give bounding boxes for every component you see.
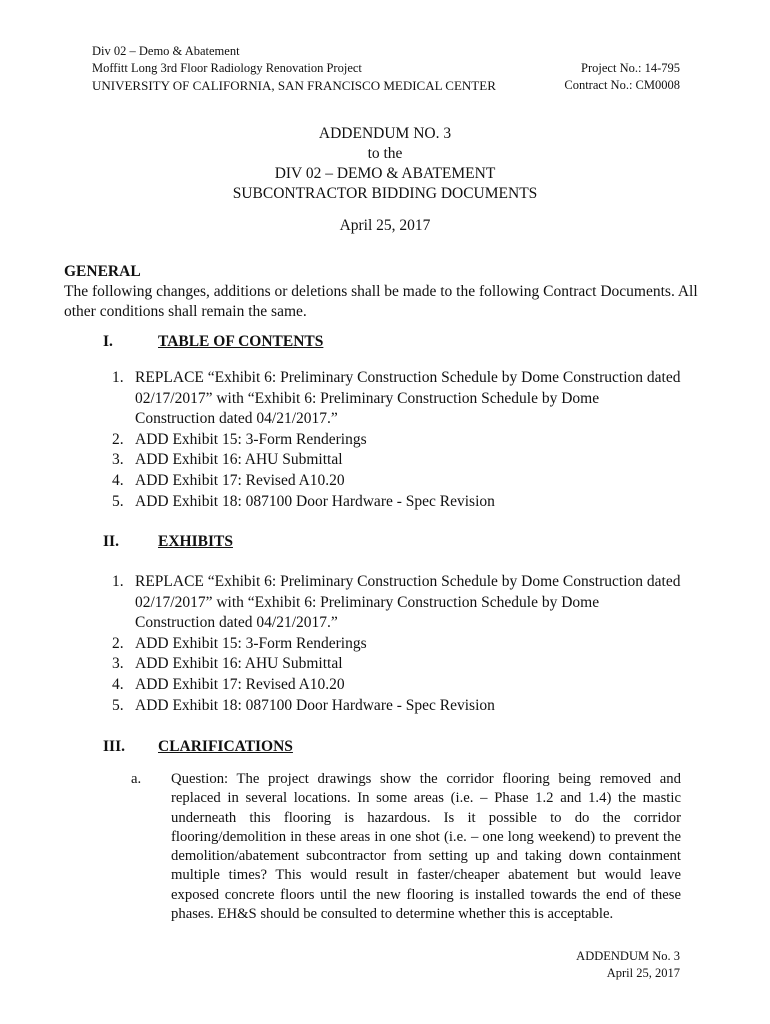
general-text: The following changes, additions or deletions shall be made to the following Contract Documents. All other conditions shall remain the same.: [64, 283, 698, 320]
list-item-number: 1.: [112, 369, 124, 386]
section-heading-exhibits: [103, 533, 233, 551]
header-right: [564, 60, 680, 94]
section-number: I.: [103, 333, 113, 350]
list-item-number: 5.: [112, 492, 124, 510]
list-item-text: REPLACE “Exhibit 6: Preliminary Construction Schedule by Dome Construction dated 02/17/2017” with “Exhibit 6: Preliminary Construction Schedule by Dome Construction dated 04/21/2017.”: [135, 573, 681, 632]
clarification-text: Question: The project drawings show the corridor flooring being removed and replaced in several locations. In some areas (i.e. – Phase 1.2 and 1.4) the mastic underneath this flooring is hazardous. Is it possible to do the corridor flooring/demolition in these areas in one shot (i.e. – one long weekend) to prevent the demolition/abatement subcontractor from setting up and taking down containment multiple times? This would result in faster/cheaper abatement but would leave exposed concrete floors until the new flooring is installed towards the end of these phases. EH&S should be consulted to determine whether this is acceptable.: [171, 771, 681, 923]
header-contract-no: Contract No.: CM0008: [564, 78, 680, 92]
header-left: [92, 43, 496, 94]
list-item: [112, 675, 682, 696]
list-item-number: 1.: [112, 573, 124, 590]
title-to-the: to the: [367, 145, 403, 162]
exhibits-list: [112, 572, 682, 716]
footer-addendum: ADDENDUM No. 3: [576, 949, 680, 963]
list-item-text: ADD Exhibit 15: 3-Form Renderings: [135, 634, 367, 652]
section-heading-clarifications: [103, 738, 293, 756]
clarification-item: [131, 770, 681, 924]
list-item: [112, 430, 682, 451]
document-title: [0, 124, 770, 236]
list-item-text: ADD Exhibit 18: 087100 Door Hardware - Spec Revision: [135, 696, 495, 714]
header-project-name: Moffitt Long 3rd Floor Radiology Renovation Project: [92, 61, 362, 75]
section-number: II.: [103, 533, 119, 550]
list-item: [112, 634, 682, 655]
title-division: DIV 02 – DEMO & ABATEMENT: [274, 165, 496, 182]
list-item-text: ADD Exhibit 17: Revised A10.20: [135, 675, 345, 693]
section-title: TABLE OF CONTENTS: [158, 333, 324, 350]
list-item: [112, 450, 682, 471]
list-item: [112, 471, 682, 492]
list-item-text: ADD Exhibit 15: 3-Form Renderings: [135, 430, 367, 448]
header-project-no: Project No.: 14-795: [581, 61, 680, 75]
list-item: [112, 572, 682, 634]
list-item-text: ADD Exhibit 16: AHU Submittal: [135, 655, 343, 673]
list-item: [112, 368, 682, 430]
list-item: [112, 654, 682, 675]
list-item-text: ADD Exhibit 18: 087100 Door Hardware - Spec Revision: [135, 492, 495, 510]
header-institution: UNIVERSITY OF CALIFORNIA, SAN FRANCISCO MEDICAL CENTER: [92, 78, 496, 93]
title-date: April 25, 2017: [339, 217, 431, 234]
list-item-text: ADD Exhibit 17: Revised A10.20: [135, 471, 345, 489]
list-item-number: 3.: [112, 655, 124, 673]
title-documents: SUBCONTRACTOR BIDDING DOCUMENTS: [232, 185, 538, 202]
page-footer: [576, 948, 680, 982]
general-heading: GENERAL: [64, 263, 141, 280]
section-title: EXHIBITS: [158, 533, 233, 550]
list-item: [112, 696, 682, 717]
list-item-number: 2.: [112, 634, 124, 652]
list-item-text: ADD Exhibit 16: AHU Submittal: [135, 451, 343, 469]
clarification-letter: a.: [131, 771, 142, 787]
list-item-number: 5.: [112, 696, 124, 714]
list-item-number: 2.: [112, 430, 124, 448]
section-heading-table-of-contents: [103, 333, 323, 351]
list-item: [112, 492, 682, 513]
list-item-text: REPLACE “Exhibit 6: Preliminary Construction Schedule by Dome Construction dated 02/17/2017” with “Exhibit 6: Preliminary Construction Schedule by Dome Construction dated 04/21/2017.”: [135, 369, 681, 428]
section-title: CLARIFICATIONS: [158, 738, 293, 755]
list-item-number: 3.: [112, 451, 124, 469]
section-number: III.: [103, 738, 125, 755]
table-of-contents-list: [112, 368, 682, 512]
header-division: Div 02 – Demo & Abatement: [92, 44, 240, 58]
list-item-number: 4.: [112, 471, 124, 489]
general-section: [64, 262, 704, 322]
list-item-number: 4.: [112, 675, 124, 693]
footer-date: April 25, 2017: [606, 966, 680, 980]
title-addendum: ADDENDUM NO. 3: [318, 125, 452, 142]
